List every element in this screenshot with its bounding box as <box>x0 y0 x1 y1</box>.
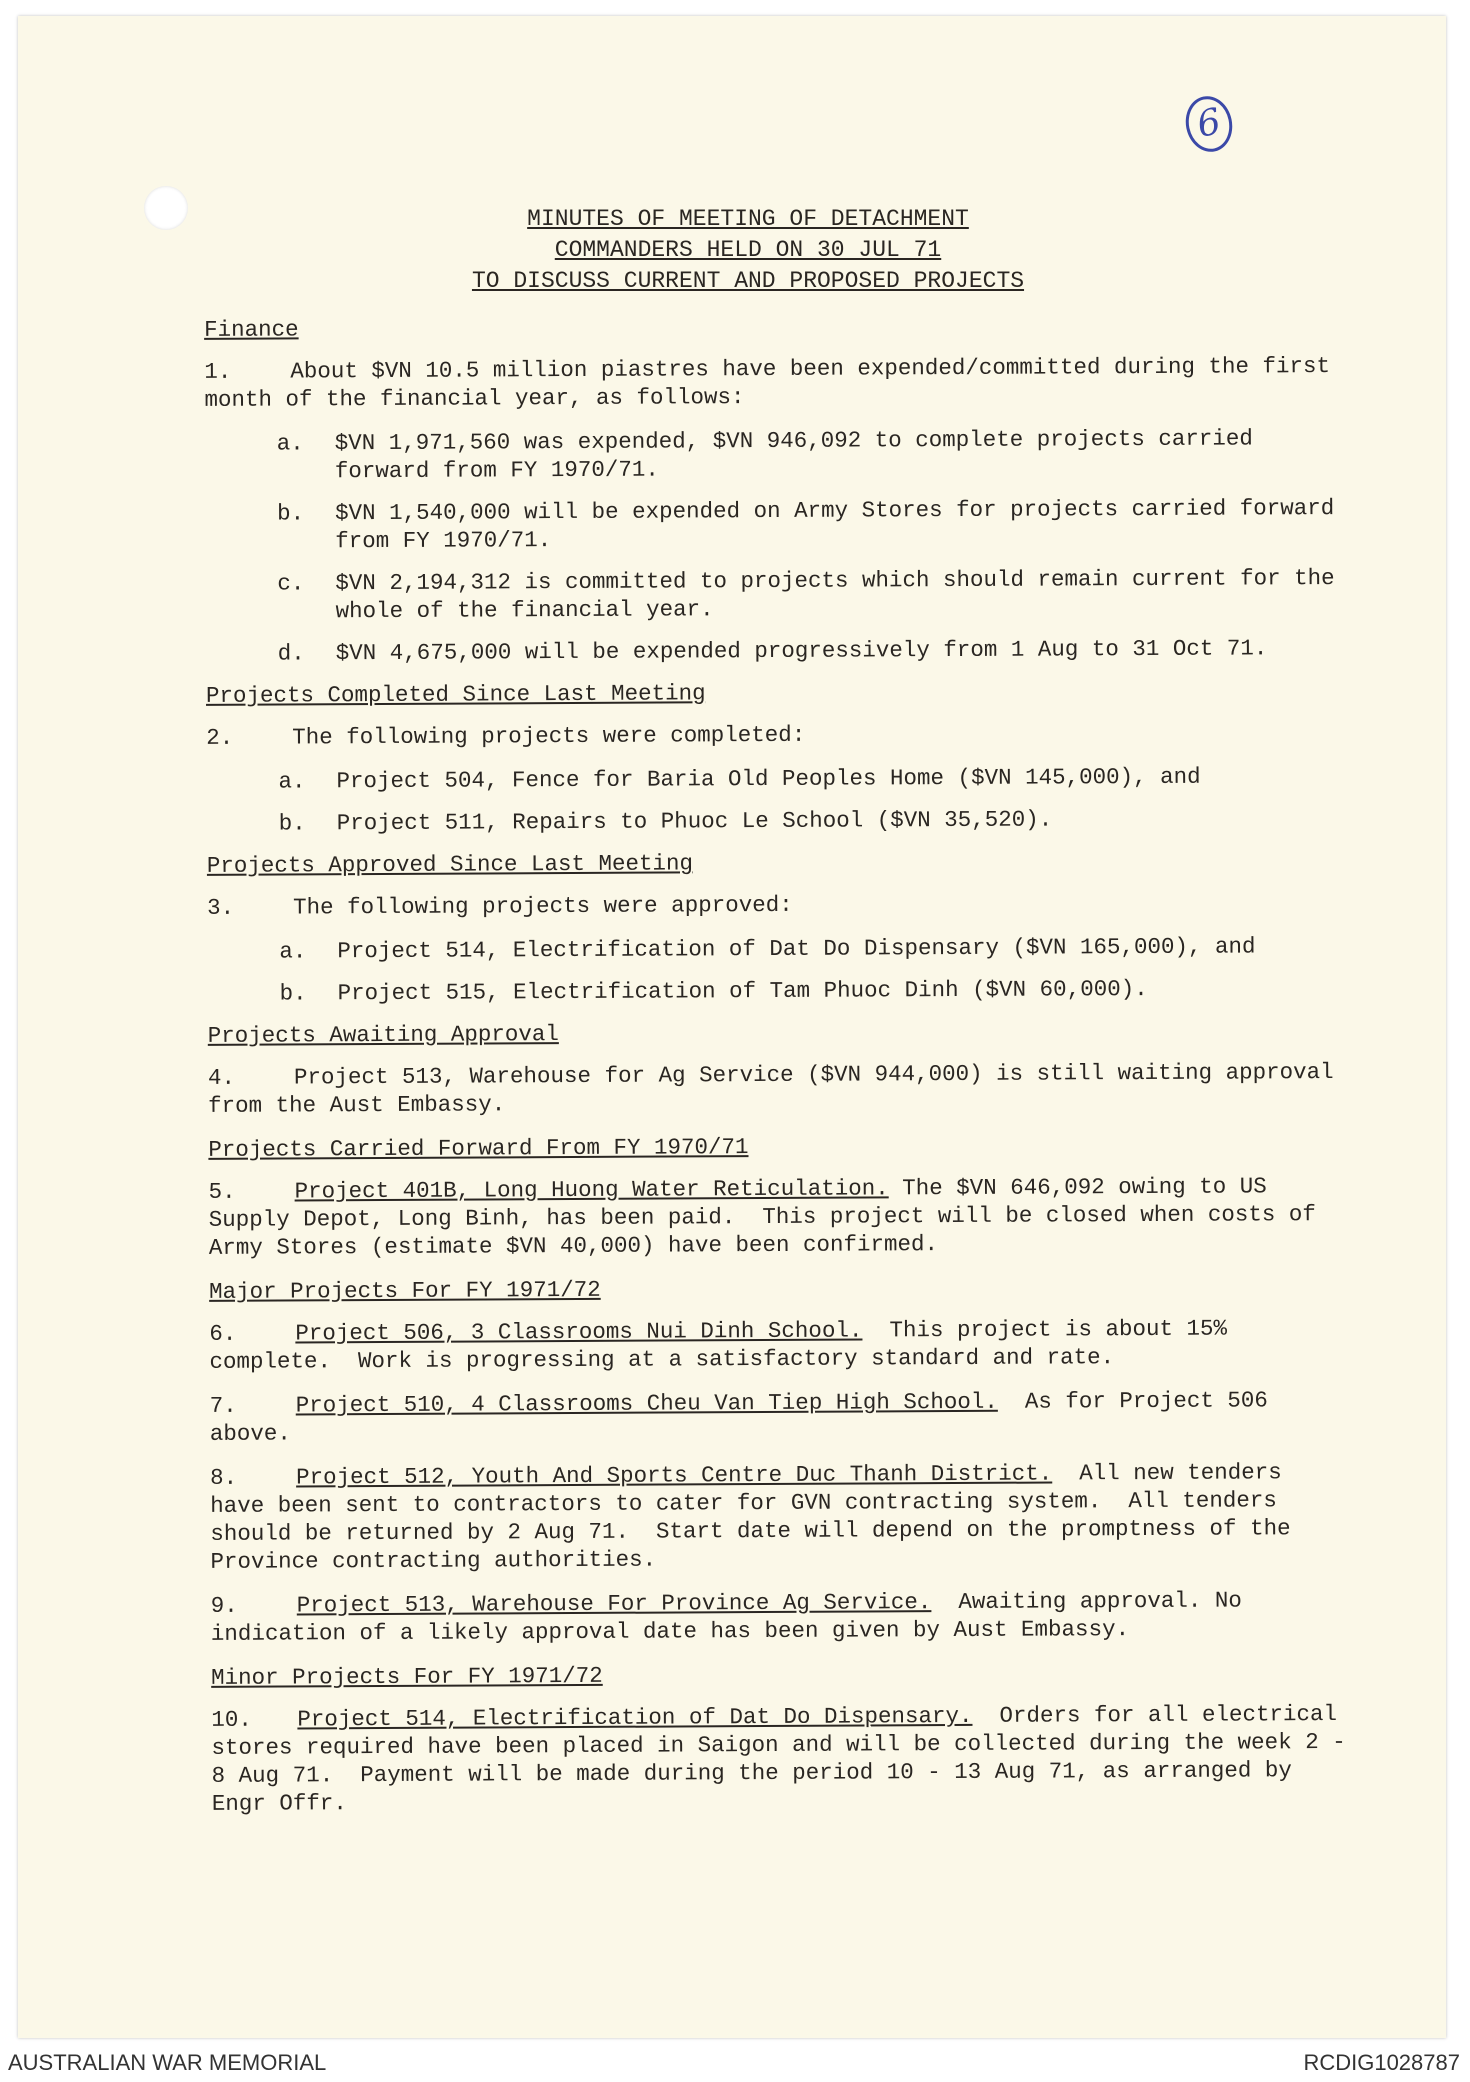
project-title: Project 401B, Long Huong Water Reticulation. <box>294 1175 889 1205</box>
paragraph-number: 8. <box>210 1464 238 1491</box>
heading-projects-approved: Projects Approved Since Last Meeting <box>206 850 694 879</box>
title-line-3: TO DISCUSS CURRENT AND PROPOSED PROJECTS <box>471 268 1025 294</box>
paragraph-text: Orders for all electrical stores required have been placed in Saigon and will be collected during the week 2 - 8 Aug 71. Payment will be made during the period 10 - 13 Aug 71, as arranged by Engr Offr. <box>211 1700 1360 1817</box>
paragraph-number: 9. <box>210 1592 238 1619</box>
paragraph-8 <box>210 1458 1347 1576</box>
sub-item-text: $VN 2,194,312 is committed to projects which should remain current for the whole of the financial year. <box>335 564 1349 625</box>
paragraph-number: 1. <box>204 358 232 385</box>
footer-source: AUSTRALIAN WAR MEMORIAL <box>8 2050 327 2075</box>
paragraph-text: The following projects were approved: <box>293 891 793 921</box>
project-title: Project 506, 3 Classrooms Nui Dinh School. <box>295 1317 863 1347</box>
sub-item-label: c. <box>277 570 305 597</box>
paragraph-number: 2. <box>206 724 234 751</box>
sub-item-text: Project 511, Repairs to Phuoc Le School ($VN 35,520). <box>336 806 1053 837</box>
heading-major-projects: Major Projects For FY 1971/72 <box>209 1276 601 1305</box>
sub-item-label: a. <box>276 430 304 457</box>
sub-item-text: $VN 4,675,000 will be expended progressively from 1 Aug to 31 Oct 71. <box>335 635 1268 667</box>
title-line-2: COMMANDERS HELD ON 30 JUL 71 <box>554 237 942 263</box>
sub-item <box>277 424 1341 486</box>
sub-item <box>277 564 1349 626</box>
sub-item-label: b. <box>276 500 305 527</box>
sub-item-label: b. <box>279 980 307 1007</box>
paragraph-7 <box>210 1386 1346 1448</box>
sub-item-text: Project 515, Electrification of Tam Phuoc Dinh ($VN 60,000). <box>337 975 1148 1007</box>
paragraph-9 <box>211 1586 1347 1648</box>
punch-hole <box>144 186 188 230</box>
sub-item-text: $VN 1,540,000 will be expended on Army Stores for projects carried forward from FY 1970/71. <box>334 494 1348 555</box>
project-title: Project 510, 4 Classrooms Cheu Van Tiep High School. <box>295 1388 998 1419</box>
heading-minor-projects: Minor Projects For FY 1971/72 <box>211 1662 603 1691</box>
paragraph-text: The $VN 646,092 owing to US Supply Depot, Long Binh, has been paid. This project will be closed when costs of Army Stores (estimate $VN 40,000) have been confirmed. <box>208 1173 1330 1261</box>
sub-item <box>279 974 1343 1008</box>
sub-item-label: a. <box>279 938 307 965</box>
paragraph-2 <box>206 718 1342 752</box>
paragraph-10 <box>211 1700 1360 1818</box>
paragraph-3 <box>207 888 1343 922</box>
sub-item <box>276 494 1348 556</box>
heading-finance: Finance <box>204 316 299 343</box>
project-title: Project 512, Youth And Sports Centre Duc Thanh District. <box>296 1460 1053 1491</box>
handwritten-page-number: 6 <box>1181 92 1238 156</box>
sub-item-label: d. <box>277 640 305 667</box>
document-page <box>18 16 1446 2038</box>
sub-item <box>278 762 1342 796</box>
sub-item-label: b. <box>278 810 306 837</box>
document-body <box>190 310 1360 1834</box>
paragraph-number: 4. <box>207 1064 236 1091</box>
sub-item-text: Project 514, Electrification of Dat Do Dispensary ($VN 165,000), and <box>337 933 1256 965</box>
project-title: Project 513, Warehouse For Province Ag Service. <box>296 1589 932 1619</box>
paragraph-number: 5. <box>208 1178 236 1205</box>
paragraph-5 <box>209 1172 1345 1262</box>
heading-projects-carried-forward: Projects Carried Forward From FY 1970/71 <box>208 1134 749 1163</box>
paragraph-text: All new tenders have been sent to contractors to cater for GVN contracting system. All tenders should be returned by 2 Aug 71. Start date will depend on the promptness of the Province contracting authorities. <box>210 1459 1305 1575</box>
sub-item-text: $VN 1,971,560 was expended, $VN 946,092 to complete projects carried forward from FY 1970/71. <box>334 425 1267 485</box>
paragraph-number: 7. <box>209 1392 237 1419</box>
sub-item <box>279 804 1343 838</box>
sub-item-label: a. <box>278 768 306 795</box>
heading-projects-completed: Projects Completed Since Last Meeting <box>205 680 706 709</box>
paragraph-text: As for Project 506 above. <box>209 1387 1282 1447</box>
paragraph-text: The following projects were completed: <box>292 721 806 751</box>
sub-item <box>279 932 1343 966</box>
sub-item-text: Project 504, Fence for Baria Old Peoples Home ($VN 145,000), and <box>336 763 1201 795</box>
paragraph-number: 10. <box>211 1706 252 1733</box>
paragraph-text: Project 513, Warehouse for Ag Service ($VN 944,000) is still waiting approval from the Aust Embassy. <box>208 1058 1348 1119</box>
sub-item <box>278 634 1342 668</box>
paragraph-6 <box>209 1314 1345 1376</box>
paragraph-number: 3. <box>207 894 235 921</box>
paragraph-number: 6. <box>209 1320 237 1347</box>
paragraph-4 <box>207 1058 1348 1120</box>
paragraph-1 <box>204 352 1344 414</box>
footer-reference-id: RCDIG1028787 <box>1303 2050 1460 2075</box>
paragraph-text: This project is about 15% complete. Work is progressing at a satisfactory standard and rate. <box>209 1315 1241 1375</box>
document-title <box>448 204 1048 297</box>
heading-projects-awaiting: Projects Awaiting Approval <box>207 1021 559 1049</box>
paragraph-text: Awaiting approval. No indication of a likely approval date has been given by Aust Embassy. <box>210 1587 1256 1647</box>
title-line-1: MINUTES OF MEETING OF DETACHMENT <box>527 206 969 232</box>
paragraph-text: About $VN 10.5 million piastres have been expended/committed during the first month of the financial year, as follows: <box>204 352 1344 413</box>
project-title: Project 514, Electrification of Dat Do Dispensary. <box>297 1702 973 1733</box>
